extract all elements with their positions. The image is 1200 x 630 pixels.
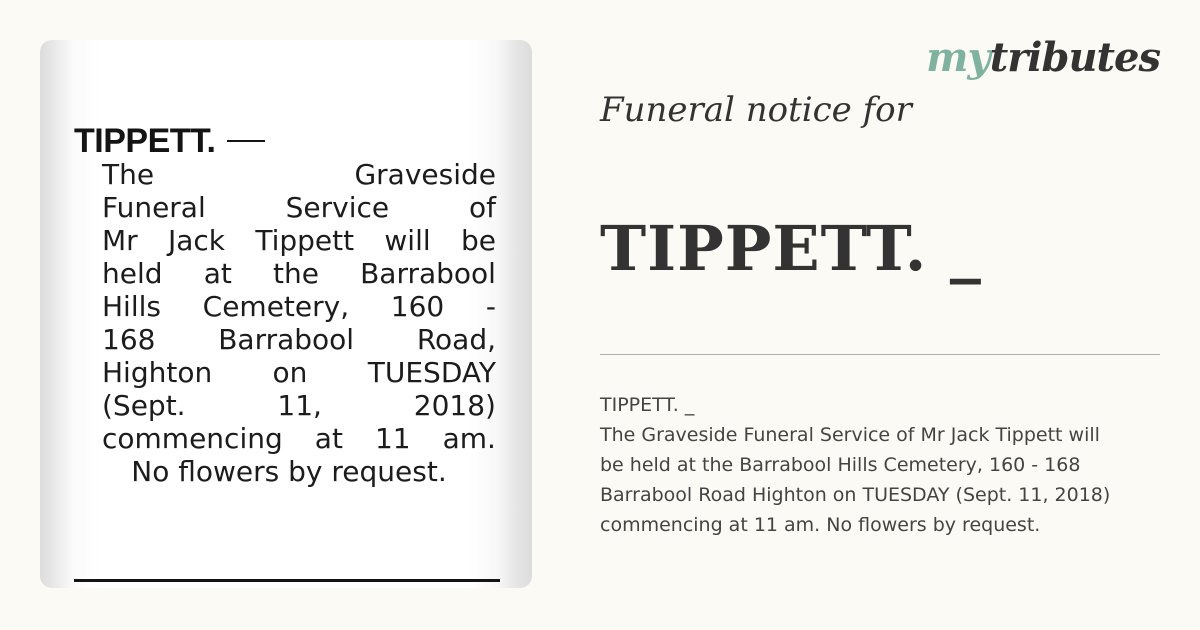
notice-word: Jack — [167, 224, 226, 257]
notice-word: The — [102, 158, 155, 191]
newspaper-clipping — [74, 40, 500, 588]
notice-word: Highton — [102, 356, 213, 389]
notice-word: Road, — [416, 323, 496, 356]
notice-bottom-rule — [74, 579, 500, 582]
logo-my: my — [926, 34, 990, 81]
notice-word: am. — [442, 422, 496, 455]
notice-line — [102, 422, 496, 455]
transcript-line: be held at the Barrabool Hills Cemetery, 160 - 168 — [600, 454, 1081, 476]
notice-word: 160 — [390, 290, 445, 323]
notice-line — [102, 158, 496, 191]
notice-word: (Sept. — [102, 389, 186, 422]
notice-word: held — [102, 257, 163, 290]
page-subtitle: Funeral notice for — [600, 90, 912, 130]
transcript-line: commencing at 11 am. No flowers by request. — [600, 514, 1041, 536]
notice-line — [102, 290, 496, 323]
notice-heading-dash — [227, 140, 265, 142]
notice-word: Cemetery, — [202, 290, 350, 323]
notice-word: 168 — [102, 323, 156, 356]
notice-heading — [74, 122, 265, 161]
notice-word: commencing — [102, 422, 283, 455]
notice-heading-text: TIPPETT. — [74, 122, 216, 160]
notice-word: No flowers by request. — [131, 455, 447, 488]
notice-word: Hills — [102, 290, 161, 323]
notice-word: at — [203, 257, 232, 290]
deceased-name-title: TIPPETT. _ — [600, 212, 982, 285]
notice-line — [102, 257, 496, 290]
notice-line — [102, 455, 496, 488]
section-divider — [600, 354, 1160, 355]
notice-word: 11, — [277, 389, 322, 422]
notice-line — [102, 191, 496, 224]
notice-line — [102, 356, 496, 389]
notice-word: the — [272, 257, 319, 290]
notice-word: at — [314, 422, 343, 455]
notice-image — [40, 40, 532, 588]
notice-word: TUESDAY — [367, 356, 496, 389]
notice-word: be — [460, 224, 496, 257]
notice-line — [102, 224, 496, 257]
notice-transcript — [600, 390, 1160, 540]
notice-word: Barrabool — [218, 323, 355, 356]
notice-word: will — [384, 224, 431, 257]
notice-word: on — [272, 356, 308, 389]
notice-word: Funeral — [102, 191, 206, 224]
transcript-line: The Graveside Funeral Service of Mr Jack Tippett will — [600, 424, 1100, 446]
notice-word: 11 — [374, 422, 411, 455]
notice-line — [102, 389, 496, 422]
transcript-line: Barrabool Road Highton on TUESDAY (Sept. 11, 2018) — [600, 484, 1111, 506]
notice-line — [102, 323, 496, 356]
notice-word: - — [485, 290, 496, 323]
notice-word: 2018) — [413, 389, 496, 422]
notice-word: of — [468, 191, 496, 224]
notice-word: Mr — [102, 224, 138, 257]
notice-word: Graveside — [354, 158, 496, 191]
notice-word: Service — [285, 191, 390, 224]
notice-word: Barrabool — [360, 257, 496, 290]
notice-body — [102, 158, 496, 488]
notice-word: Tippett — [255, 224, 355, 257]
transcript-line: TIPPETT. _ — [600, 394, 695, 416]
logo-tributes: tributes — [989, 34, 1160, 81]
mytributes-logo[interactable] — [926, 34, 1160, 81]
